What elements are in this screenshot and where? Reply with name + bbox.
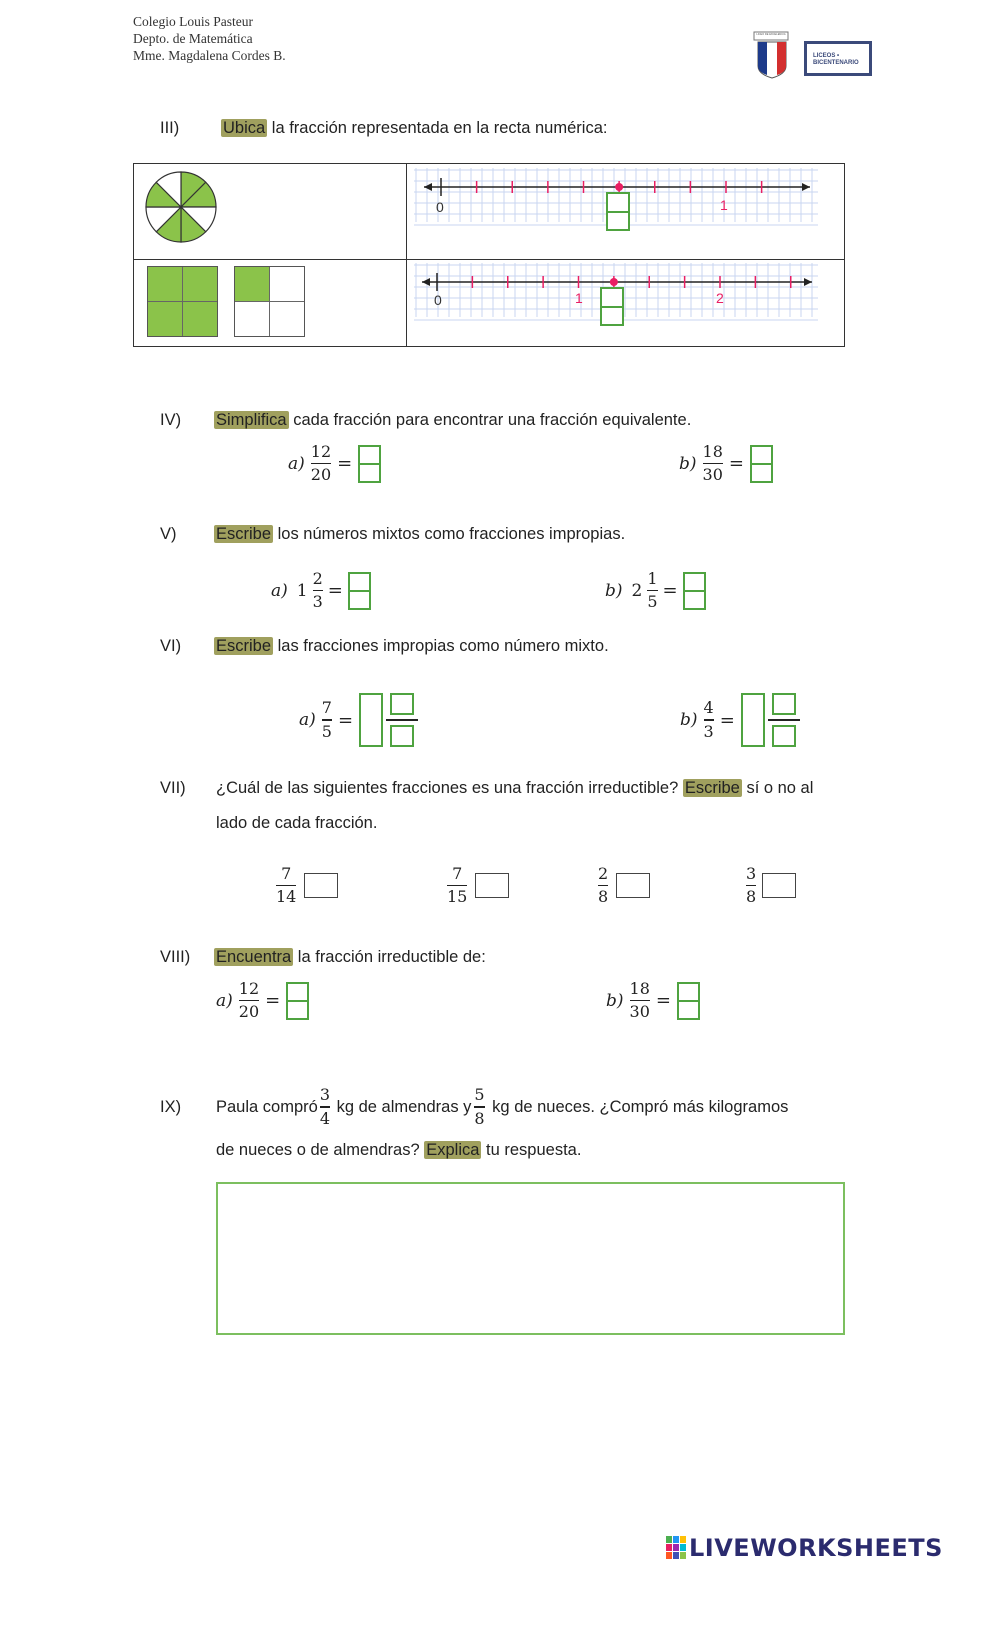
fraction — [322, 698, 332, 741]
viii-b-exercise — [606, 979, 700, 1022]
numerator: 12 — [310, 442, 332, 461]
marked-point — [615, 183, 623, 191]
fraction — [647, 569, 657, 612]
section-ix-number: IX) — [160, 1098, 182, 1116]
section-v-instruction — [214, 525, 625, 544]
item-label: b) — [679, 453, 697, 474]
section-vii-instruction-line1 — [216, 779, 813, 798]
denominator: 30 — [702, 465, 723, 485]
numerator: 18 — [629, 979, 650, 998]
item-label: b) — [605, 580, 623, 601]
instruction-text: cada fracción para encontrar una fracción equivalente. — [288, 411, 692, 429]
vi-a-exercise — [299, 693, 418, 747]
marked-point — [610, 278, 618, 286]
fraction — [447, 864, 467, 907]
numerator: 1 — [647, 569, 658, 588]
square-part-empty — [270, 267, 305, 302]
denominator: 14 — [276, 887, 297, 907]
item-label: a) — [271, 580, 288, 601]
section-iv-instruction — [214, 411, 691, 430]
yes-no-answer-box[interactable] — [475, 873, 509, 898]
numerator: 7 — [452, 864, 463, 883]
denominator: 20 — [310, 465, 332, 485]
numerator: 3 — [319, 1085, 330, 1105]
fraction — [630, 979, 650, 1022]
fraction — [239, 979, 259, 1022]
denominator: 30 — [629, 1002, 650, 1022]
section-viii-instruction — [214, 948, 486, 967]
section-vii-number: VII) — [160, 779, 186, 797]
square-part-shaded — [148, 302, 183, 337]
item-label: b) — [606, 990, 624, 1011]
answer-fraction-box[interactable] — [348, 572, 371, 610]
square-part-empty — [270, 302, 305, 337]
numerator: 3 — [746, 864, 757, 883]
numerator: 4 — [703, 698, 714, 718]
square-part-shaded — [183, 302, 218, 337]
equals-sign: = — [655, 990, 671, 1012]
fraction — [320, 1085, 330, 1128]
denominator-answer-box[interactable] — [390, 725, 414, 747]
fraction-bar — [602, 306, 622, 308]
equals-sign: = — [728, 453, 744, 475]
instruction-text: sí o no al — [741, 779, 814, 797]
whole-answer-box[interactable] — [741, 693, 765, 747]
liveworksheets-logo-icon — [666, 1536, 686, 1560]
fraction — [704, 698, 714, 741]
section-iv-number: IV) — [160, 411, 182, 429]
instruction-text: las fracciones impropias como número mixto. — [273, 637, 609, 655]
answer-fraction-box[interactable] — [750, 445, 773, 483]
denominator: 3 — [703, 721, 714, 741]
answer-fraction-box[interactable] — [677, 982, 700, 1020]
verb-highlight: Encuentra — [216, 948, 292, 966]
whole-number: 1 — [296, 580, 308, 601]
bicentenario-text: LICEOS • BICENTENARIO — [813, 53, 859, 66]
arrow-left — [422, 278, 430, 286]
section-iii-instruction — [221, 119, 607, 138]
iv-a-exercise — [288, 442, 381, 485]
item-label: a) — [288, 453, 305, 474]
square-full — [147, 266, 218, 337]
problem-text: tu respuesta. — [481, 1141, 582, 1159]
logo-caption: LICEO DE EXCELENCIA — [756, 33, 786, 36]
square-part-empty — [235, 302, 270, 337]
section-iii-number: III) — [160, 119, 180, 137]
problem-text: Paula compró — [216, 1097, 318, 1116]
denominator: 3 — [312, 592, 323, 612]
label-two: 2 — [716, 290, 724, 306]
fraction — [313, 569, 323, 612]
fraction-bar — [608, 211, 628, 213]
problem-text: kg de nueces. ¿Compró más kilogramos — [487, 1097, 789, 1116]
verb-highlight: Escribe — [684, 779, 740, 797]
fraction — [703, 442, 723, 485]
label-one: 1 — [720, 197, 728, 213]
arrow-right — [802, 183, 810, 191]
numerator-answer-box[interactable] — [390, 693, 414, 715]
vii-item-4 — [746, 864, 796, 907]
pie-slices — [146, 172, 216, 242]
department: Depto. de Matemática — [133, 31, 253, 46]
denominator: 4 — [319, 1108, 330, 1128]
problem-text: kg de almendras y — [332, 1097, 472, 1116]
instruction-text: los números mixtos como fracciones impropias. — [273, 525, 626, 543]
fraction — [598, 864, 608, 907]
section-vi-number: VI) — [160, 637, 182, 655]
vii-item-2 — [447, 864, 509, 907]
fraction — [474, 1085, 484, 1128]
liveworksheets-brand: LIVEWORKSHEETS — [689, 1534, 943, 1562]
numerator: 12 — [238, 979, 260, 998]
fraction — [276, 864, 296, 907]
teacher-name: Mme. Magdalena Cordes B. — [133, 48, 286, 63]
verb-highlight: Escribe — [216, 525, 272, 543]
section-vi-instruction — [214, 637, 609, 656]
iv-b-exercise — [679, 442, 773, 485]
v-a-exercise — [271, 569, 371, 612]
denominator: 8 — [746, 887, 757, 907]
number-line-2-answer-box[interactable] — [600, 287, 624, 326]
table-divider-h — [134, 259, 844, 260]
denominator-answer-box[interactable] — [772, 725, 796, 747]
section-ix-problem-line2 — [216, 1141, 581, 1160]
item-label: a) — [216, 990, 233, 1011]
item-label: a) — [299, 710, 316, 730]
denominator: 5 — [647, 592, 658, 612]
school-name: Colegio Louis Pasteur — [133, 14, 253, 29]
denominator: 20 — [238, 1002, 260, 1022]
vii-item-1 — [276, 864, 338, 907]
equals-sign: = — [662, 580, 678, 602]
numerator: 18 — [702, 442, 723, 461]
section-ix-problem-line1 — [216, 1080, 788, 1134]
fraction — [746, 864, 756, 907]
equals-sign: = — [327, 580, 343, 602]
whole-answer-box[interactable] — [359, 693, 383, 747]
equals-sign: = — [265, 990, 281, 1012]
denominator: 15 — [447, 887, 468, 907]
table-divider-v — [406, 164, 407, 346]
fraction-answer — [386, 693, 418, 746]
problem-text: de nueces o de almendras? — [216, 1141, 425, 1159]
label-one: 1 — [575, 290, 583, 306]
instruction-text: la fracción representada en la recta numérica: — [267, 119, 608, 137]
square-part-shaded — [183, 267, 218, 302]
viii-a-exercise — [216, 979, 309, 1022]
vi-b-exercise — [680, 693, 800, 747]
equals-sign: = — [719, 709, 735, 731]
mixed-number-answer — [359, 693, 418, 747]
fraction-answer — [768, 693, 800, 746]
denominator: 8 — [474, 1108, 485, 1128]
section-v-number: V) — [160, 525, 177, 543]
label-zero: 0 — [434, 292, 442, 308]
item-label: b) — [680, 710, 698, 730]
denominator: 8 — [598, 887, 609, 907]
yes-no-answer-box[interactable] — [304, 873, 338, 898]
liveworksheets-footer[interactable] — [666, 1534, 943, 1562]
section-viii-number: VIII) — [160, 948, 191, 966]
equals-sign: = — [337, 453, 353, 475]
verb-highlight: Ubica — [223, 119, 266, 137]
numerator: 2 — [598, 864, 609, 883]
denominator: 5 — [321, 721, 332, 741]
numerator-answer-box[interactable] — [772, 693, 796, 715]
school-header — [133, 13, 286, 64]
yes-no-answer-box[interactable] — [762, 873, 796, 898]
square-part-shaded — [235, 267, 270, 302]
square-part-shaded — [148, 267, 183, 302]
answer-fraction-box[interactable] — [358, 445, 381, 483]
numerator: 7 — [321, 698, 332, 718]
arrow-left — [424, 183, 432, 191]
instruction-text: ¿Cuál de las siguientes fracciones es una fracción irreductible? — [216, 779, 683, 797]
verb-highlight: Explica — [426, 1141, 480, 1159]
yes-no-answer-box[interactable] — [616, 873, 650, 898]
explanation-answer-area[interactable] — [216, 1182, 845, 1335]
arrow-right — [804, 278, 812, 286]
answer-fraction-box[interactable] — [286, 982, 309, 1020]
mixed-number-answer — [741, 693, 800, 747]
whole-number: 2 — [631, 580, 643, 601]
pie-eighths-figure — [143, 169, 219, 245]
v-b-exercise — [605, 569, 706, 612]
school-shield-logo — [752, 30, 792, 85]
number-line-1-answer-box[interactable] — [606, 192, 630, 231]
section-vii-instruction-line2: lado de cada fracción. — [216, 814, 378, 832]
numerator: 7 — [281, 864, 292, 883]
instruction-text: la fracción irreductible de: — [293, 948, 486, 966]
bicentenario-logo — [804, 41, 872, 76]
numerator: 5 — [474, 1085, 485, 1105]
answer-fraction-box[interactable] — [683, 572, 706, 610]
equals-sign: = — [337, 709, 354, 731]
vii-item-3 — [598, 864, 650, 907]
numerator: 2 — [312, 569, 323, 588]
fraction — [311, 442, 331, 485]
verb-highlight: Escribe — [216, 637, 272, 655]
square-partial — [234, 266, 305, 337]
verb-highlight: Simplifica — [216, 411, 287, 429]
label-zero: 0 — [436, 199, 444, 215]
